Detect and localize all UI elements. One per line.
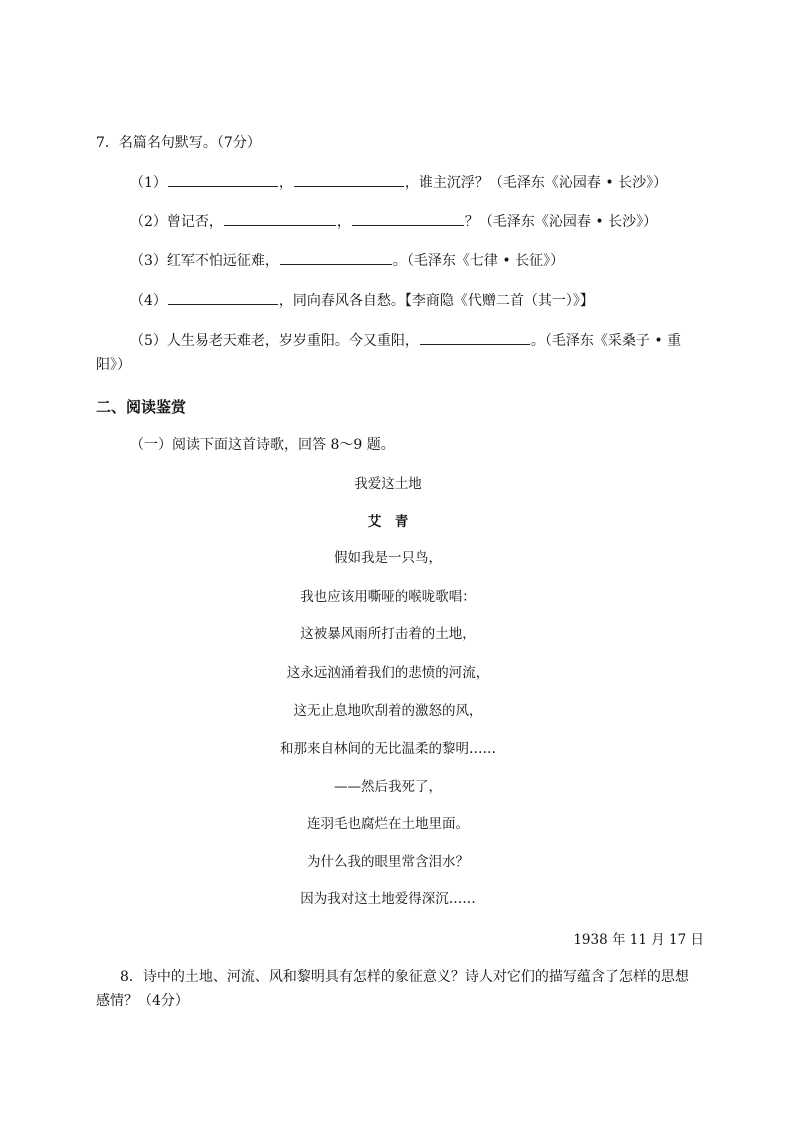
answer-blank[interactable] [420,330,530,345]
separator: ， [336,214,351,230]
poem-line: 和那来自林间的无比温柔的黎明…… [280,741,496,757]
poem-author: 艾 青 [367,514,409,530]
item-text-after: ？（毛泽东《沁园春 • 长沙》） [464,214,658,230]
item-number: （4） [130,293,167,309]
question-8-line-2: 感情？（4分） [96,993,189,1009]
item-number: （1） [130,175,167,191]
fill-item-5-continuation: 阳》） [96,357,131,373]
poem-line: ——然后我死了， [334,779,442,795]
item-number: （5） [130,333,167,349]
poem-line: 为什么我的眼里常含泪水？ [307,854,469,870]
answer-blank[interactable] [168,290,278,305]
item-number: （2） [130,214,167,230]
item-text-after: 。（毛泽东《七律 • 长征》） [392,253,565,269]
item-number: （3） [130,253,167,269]
section-intro: （一）阅读下面这首诗歌，回答 8～9 题。 [130,437,395,453]
item-text-after: 。（毛泽东《采桑子 • 重 [530,333,682,349]
separator: ， [278,175,293,191]
poem-line: 这被暴风雨所打击着的土地， [300,626,476,642]
poem-line: 这永远汹涌着我们的悲愤的河流， [286,665,490,681]
question-8-line-1: 8．诗中的土地、河流、风和黎明具有怎样的象征意义？诗人对它们的描写蕴含了怎样的思想 [120,969,689,985]
poem-line: 因为我对这土地爱得深沉…… [300,891,476,907]
poem-line: 假如我是一只鸟， [334,550,442,566]
answer-blank[interactable] [280,250,392,265]
item-text-before: 红军不怕远征难， [166,253,279,269]
item-text-before: 曾记否， [166,214,223,230]
answer-blank[interactable] [224,211,336,226]
fill-item-2 [130,211,657,233]
question-7-title: 7．名篇名句默写。（7分） [96,135,261,151]
poem-title: 我爱这土地 [354,476,422,492]
poem-line: 我也应该用嘶哑的喉咙歌唱： [300,589,476,605]
answer-blank[interactable] [168,172,278,187]
fill-item-4 [130,290,594,312]
item-text-after: ，同向春风各自愁。【李商隐《代赠二首（其一）》】 [278,293,594,309]
item-text-before: 人生易老天难老，岁岁重阳。今又重阳， [166,333,419,349]
fill-item-5 [130,330,681,352]
poem-line: 连羽毛也腐烂在土地里面。 [307,816,469,832]
item-text-after: ，谁主沉浮？（毛泽东《沁园春 • 长沙》） [404,175,668,191]
poem-line: 这无止息地吹刮着的激怒的风， [293,703,483,719]
fill-item-1 [130,172,667,194]
poem-date: 1938 年 11 月 17 日 [573,932,704,948]
fill-item-3 [130,250,564,272]
answer-blank[interactable] [294,172,404,187]
answer-blank[interactable] [352,211,464,226]
section-heading: 二、阅读鉴赏 [96,398,187,416]
